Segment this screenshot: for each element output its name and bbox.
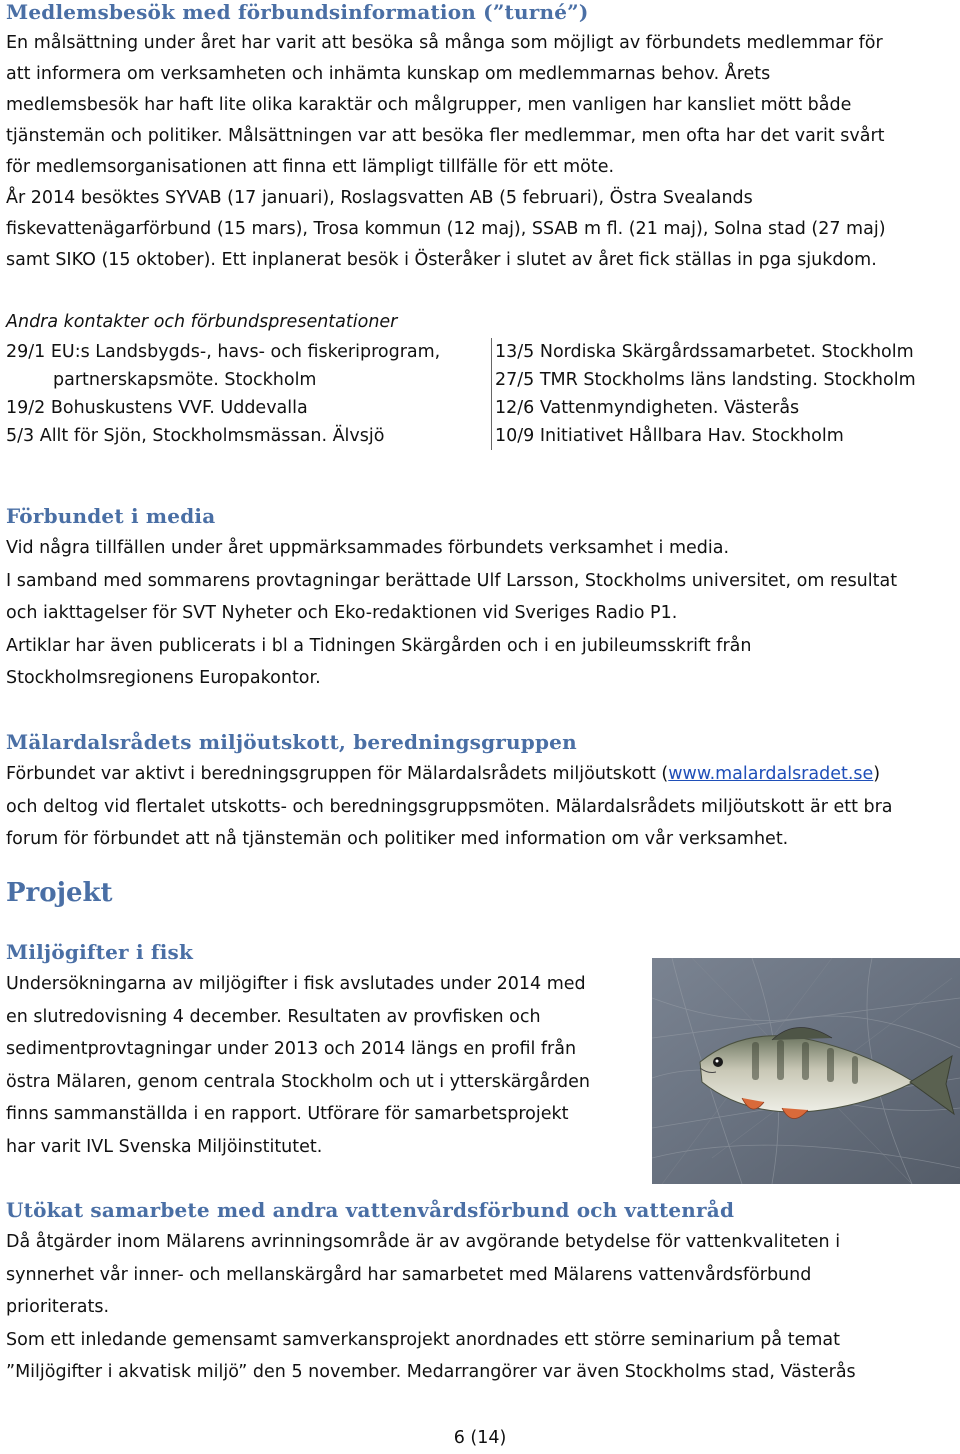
paragraph-line: och iakttagelser för SVT Nyheter och Eko-redaktionen vid Sveriges Radio P1. xyxy=(6,603,678,623)
paragraph-line: har varit IVL Svenska Miljöinstitutet. xyxy=(6,1136,323,1157)
paragraph-line: tjänstemän och politiker. Målsättningen var att besöka fler medlemmar, men ofta har det varit svårt xyxy=(6,126,885,146)
paragraph-line: Stockholmsregionens Europakontor. xyxy=(6,668,321,688)
paragraph-line: östra Mälaren, genom centrala Stockholm och ut i ytterskärgården xyxy=(6,1071,590,1092)
text-span: ) xyxy=(873,764,881,784)
section-title-projekt: Projekt xyxy=(6,878,113,908)
paragraph-line: samt SIKO (15 oktober). Ett inplanerat besök i Österåker i slutet av året fick ställas in pga sjukdom. xyxy=(6,250,877,270)
contacts-heading: Andra kontakter och förbundspresentationer xyxy=(6,312,398,332)
paragraph-line: Undersökningarna av miljögifter i fisk avslutades under 2014 med xyxy=(6,974,586,994)
paragraph-line: En målsättning under året har varit att besöka så många som möjligt av förbundets medlemmar för xyxy=(6,33,883,53)
section-member-visits xyxy=(6,0,588,24)
malardalsradet-link[interactable]: www.malardalsradet.se xyxy=(668,764,874,784)
paragraph-line: I samband med sommarens provtagningar berättade Ulf Larsson, Stockholms universitet, om resultat xyxy=(6,570,898,591)
paragraph-line: forum för förbundet att nå tjänstemän och politiker med information om vår verksamhet. xyxy=(6,829,789,849)
paragraph-line: Då åtgärder inom Mälarens avrinningsområde är av avgörande betydelse för vattenkvaliteten i xyxy=(6,1232,841,1252)
contact-item: 10/9 Initiativet Hållbara Hav. Stockholm xyxy=(495,426,844,446)
section-title-malardalsradet: Mälardalsrådets miljöutskott, beredningsgruppen xyxy=(6,730,577,754)
text-span: Förbundet var aktivt i beredningsgruppen för Mälardalsrådets miljöutskott ( xyxy=(6,764,669,784)
contact-item: 27/5 TMR Stockholms läns landsting. Stockholm xyxy=(495,370,916,390)
section-title-member-visits: Medlemsbesök med förbundsinformation (”turné”) xyxy=(6,0,589,24)
paragraph-line: År 2014 besöktes SYVAB (17 januari), Roslagsvatten AB (5 februari), Östra Svealands xyxy=(6,188,753,208)
member-visits-text xyxy=(6,28,956,276)
contact-item: 5/3 Allt för Sjön, Stockholmsmässan. Älvsjö xyxy=(6,426,385,446)
paragraph-line: för medlemsorganisationen att finna ett lämpligt tillfälle för ett möte. xyxy=(6,157,615,177)
utokat-text xyxy=(6,1226,956,1389)
contacts-left-column xyxy=(6,338,484,450)
section-title-utokat-samarbete: Utökat samarbete med andra vattenvårdsförbund och vattenråd xyxy=(6,1198,735,1222)
paragraph-line xyxy=(6,758,960,791)
paragraph-line: prioriterats. xyxy=(6,1297,110,1317)
paragraph-line: Artiklar har även publicerats i bl a Tidningen Skärgården och i en jubileumsskrift från xyxy=(6,635,752,656)
section-title-media: Förbundet i media xyxy=(6,504,216,528)
malardalsradet-text xyxy=(6,758,960,856)
contacts-right-column xyxy=(491,338,955,450)
fish-in-net-photo xyxy=(652,958,960,1184)
paragraph-line: finns sammanställda i en rapport. Utförare för samarbetsprojekt xyxy=(6,1104,569,1124)
paragraph-line: Vid några tillfällen under året uppmärksammades förbundets verksamhet i media. xyxy=(6,538,730,558)
paragraph-line: sedimentprovtagningar under 2013 och 2014 längs en profil från xyxy=(6,1039,577,1059)
media-text xyxy=(6,532,956,695)
paragraph-line: ”Miljögifter i akvatisk miljö” den 5 november. Medarrangörer var även Stockholms stad, Västerås xyxy=(6,1362,856,1382)
paragraph-line: synnerhet vår inner- och mellanskärgård har samarbetet med Mälarens vattenvårdsförbund xyxy=(6,1264,812,1285)
paragraph-line: och deltog vid flertalet utskotts- och beredningsgruppsmöten. Mälardalsrådets miljöutskott är ett bra xyxy=(6,796,893,817)
contact-item: 12/6 Vattenmyndigheten. Västerås xyxy=(495,398,800,418)
paragraph-line: fiskevattenägarförbund (15 mars), Trosa kommun (12 maj), SSAB m fl. (21 maj), Solna stad (27 maj) xyxy=(6,219,886,239)
page-number: 6 (14) xyxy=(453,1428,507,1448)
section-title-fisk: Miljögifter i fisk xyxy=(6,940,194,964)
paragraph-line: en slutredovisning 4 december. Resultaten av provfisken och xyxy=(6,1006,541,1027)
contact-item: 13/5 Nordiska Skärgårdssamarbetet. Stockholm xyxy=(495,342,914,362)
contact-item: 19/2 Bohuskustens VVF. Uddevalla xyxy=(6,398,308,418)
paragraph-line: Som ett inledande gemensamt samverkansprojekt anordnades ett större seminarium på temat xyxy=(6,1329,840,1350)
fish-illustration xyxy=(652,958,960,1184)
contact-item: 29/1 EU:s Landsbygds-, havs- och fiskeriprogram, xyxy=(6,342,441,362)
contact-item: partnerskapsmöte. Stockholm xyxy=(53,370,317,390)
fisk-text xyxy=(6,968,646,1163)
paragraph-line: medlemsbesök har haft lite olika karaktär och målgrupper, men vanligen har kansliet mött både xyxy=(6,95,852,115)
contacts-columns xyxy=(6,338,956,450)
paragraph-line: att informera om verksamheten och inhämta kunskap om medlemmarnas behov. Årets xyxy=(6,64,771,84)
